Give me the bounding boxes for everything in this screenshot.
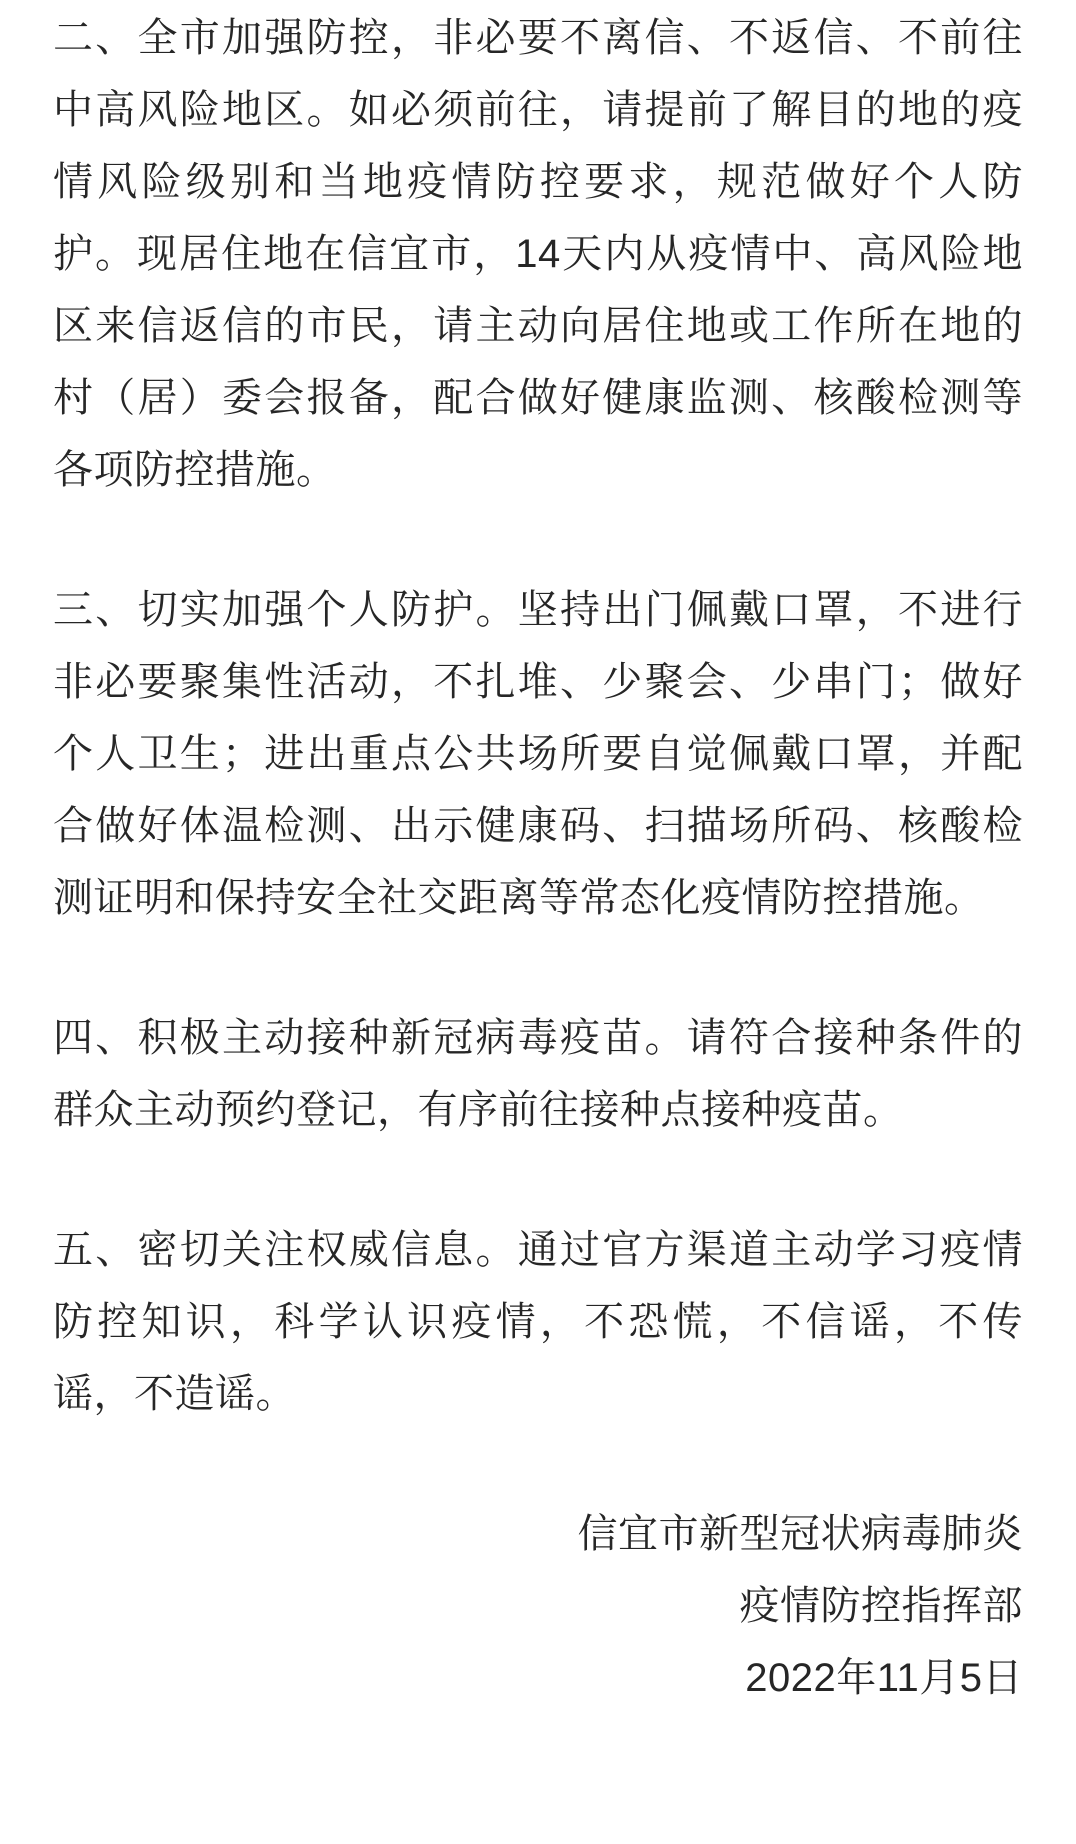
notice-body — [53, 2, 1023, 1430]
signature-org-line-1: 信宜市新型冠状病毒肺炎 — [577, 1512, 1023, 1556]
signature-block — [53, 1498, 1023, 1714]
signature-date: 2022年11月5日 — [745, 1656, 1023, 1700]
paragraph-item-5: 五、密切关注权威信息。通过官方渠道主动学习疫情防控知识，科学认识疫情，不恐慌，不信谣，不传谣，不造谣。 — [53, 1228, 1023, 1416]
paragraph-item-2: 二、全市加强防控，非必要不离信、不返信、不前往中高风险地区。如必须前往，请提前了解目的地的疫情风险级别和当地疫情防控要求，规范做好个人防护。现居住地在信宜市，14天内从疫情中、高风险地区来信返信的市民，请主动向居住地或工作所在地的村（居）委会报备，配合做好健康监测、核酸检测等各项防控措施。 — [53, 16, 1023, 492]
paragraph-item-3: 三、切实加强个人防护。坚持出门佩戴口罩，不进行非必要聚集性活动，不扎堆、少聚会、少串门；做好个人卫生；进出重点公共场所要自觉佩戴口罩，并配合做好体温检测、出示健康码、扫描场所码、核酸检测证明和保持安全社交距离等常态化疫情防控措施。 — [53, 588, 1023, 920]
paragraph-item-4: 四、积极主动接种新冠病毒疫苗。请符合接种条件的群众主动预约登记，有序前往接种点接种疫苗。 — [53, 1016, 1023, 1132]
signature-org-line-2: 疫情防控指挥部 — [739, 1584, 1023, 1628]
